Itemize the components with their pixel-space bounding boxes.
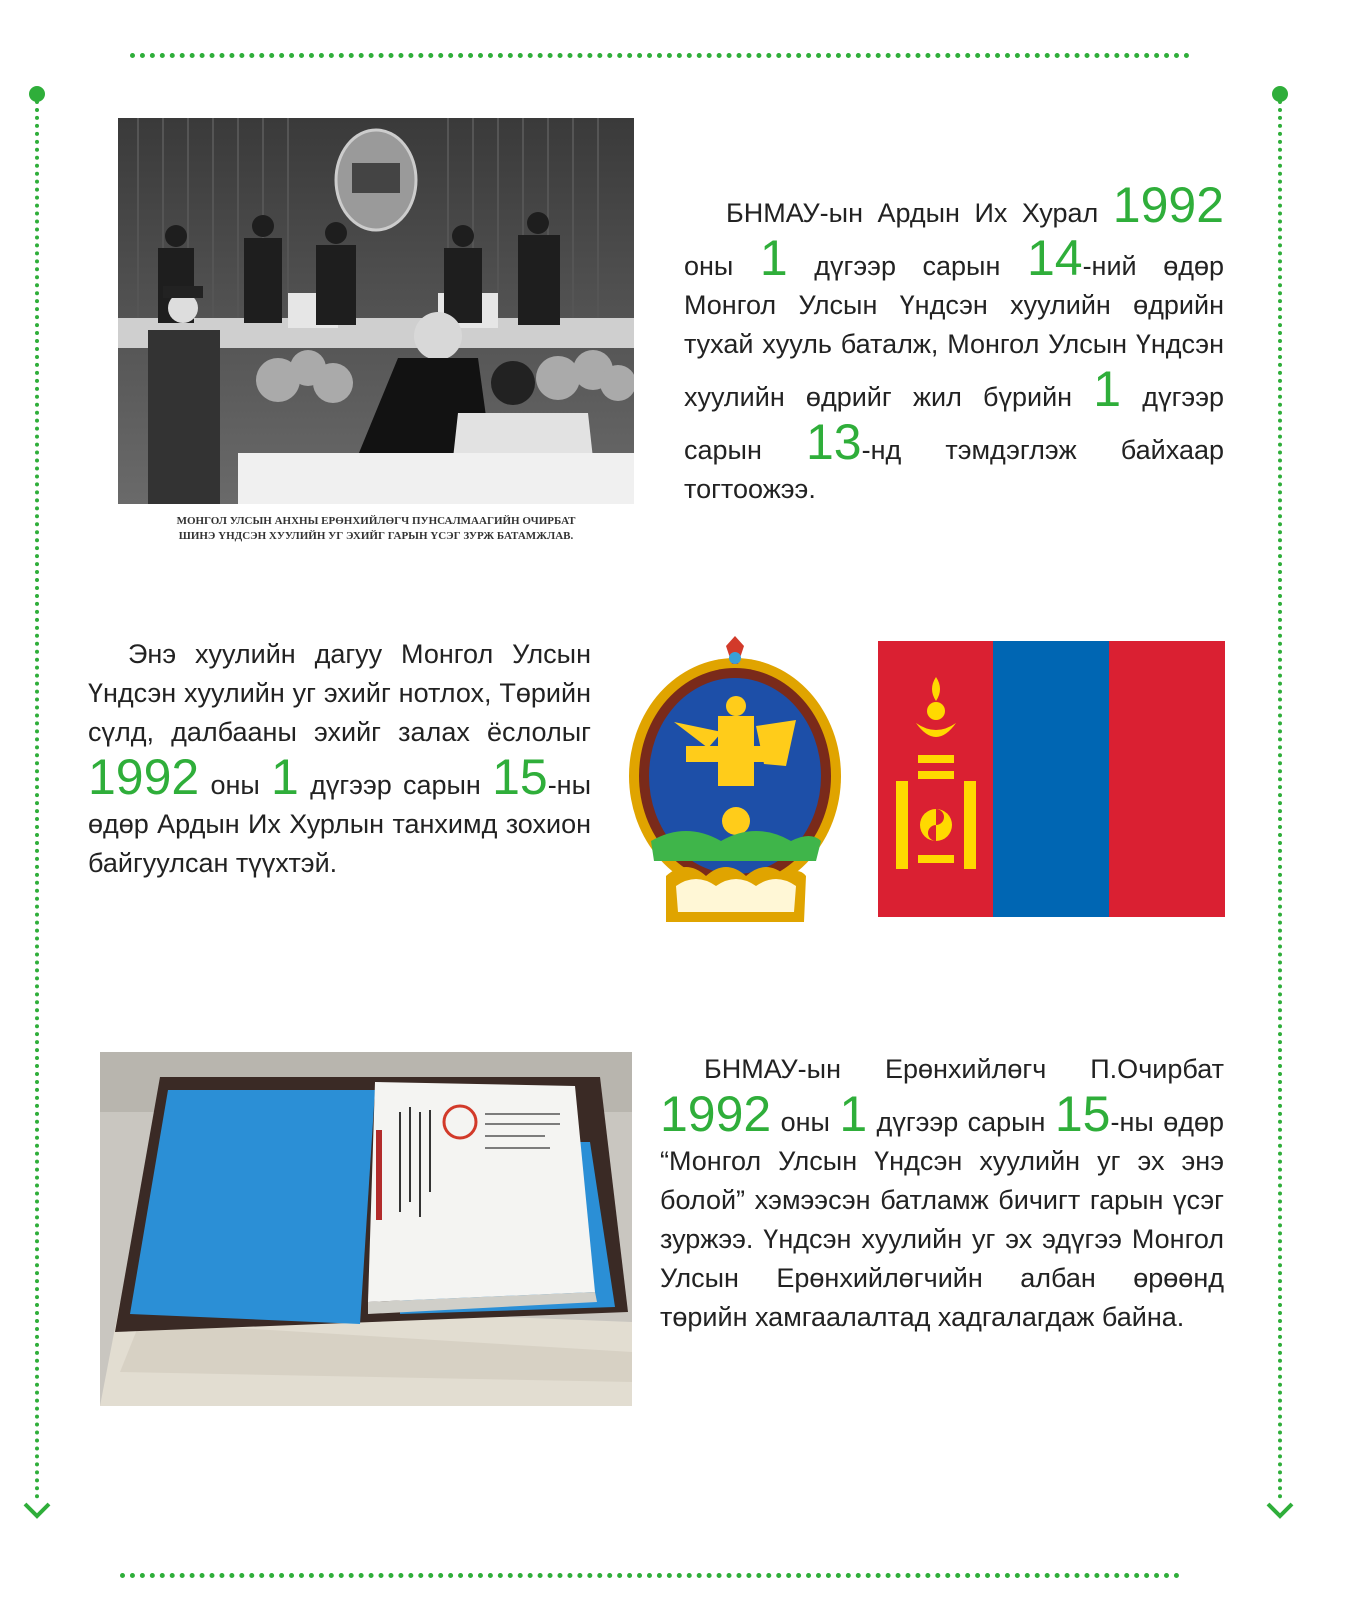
- paragraph-signing: [660, 1050, 1224, 1337]
- caption-line-2: ШИНЭ ҮНДСЭН ХУУЛИЙН УГ ЭХИЙГ ГАРЫН ҮСЭГ ЗУРЖ БАТАМЖЛАВ.: [178, 530, 574, 542]
- bottom-dotted-border: [120, 1573, 1180, 1578]
- text: дүгээр сарын: [684, 382, 1224, 465]
- right-down-arrow-icon: [1265, 1500, 1295, 1520]
- signing-ceremony-photo: [118, 118, 634, 504]
- national-flag-icon: [878, 641, 1225, 917]
- text: -нд тэмдэглэж байхаар тогтоожээ.: [684, 435, 1224, 504]
- text: дүгээр сарын: [867, 1107, 1055, 1137]
- month-number: 1: [1093, 361, 1122, 417]
- state-emblem-icon: [626, 636, 844, 922]
- month-number: 1: [839, 1086, 868, 1142]
- text: дүгээр сарын: [787, 251, 1027, 281]
- text: оны: [199, 770, 272, 800]
- left-down-arrow-icon: [22, 1500, 52, 1520]
- month-number: 1: [271, 749, 299, 805]
- paragraph-law-adoption: [684, 177, 1224, 509]
- day-number: 15: [1054, 1086, 1111, 1142]
- paragraph-ceremony: [88, 635, 591, 883]
- left-top-dot-icon: [29, 86, 45, 102]
- text: -ны өдөр Ардын Их Хурлын танхимд зохион байгуулсан түүхтэй.: [88, 770, 591, 878]
- top-dotted-border: [130, 53, 1190, 58]
- photo-caption: [118, 514, 634, 544]
- text: -ны өдөр “Монгол Улсын Үндсэн хуулийн уг эх энэ болой” хэмээсэн батламж бичигт гарын үсэг зуржээ. Үндсэн хуулийн уг эх эдүгээ Монгол Улсын Ерөнхийлөгчийн албан өрөөнд төрийн хамгаалалтад хадгалагдаж байна.: [660, 1107, 1225, 1332]
- text: БНМАУ-ын Ерөнхийлөгч П.Очирбат: [704, 1054, 1224, 1084]
- left-dotted-border: [35, 100, 39, 1500]
- day-number: 13: [805, 414, 862, 470]
- year-number: 1992: [660, 1086, 772, 1142]
- day-number: 14: [1026, 230, 1083, 286]
- constitution-original-photo: [100, 1052, 632, 1406]
- right-dotted-border: [1278, 100, 1282, 1500]
- caption-line-1: МОНГОЛ УЛСЫН АНХНЫ ЕРӨНХИЙЛӨГЧ ПУНСАЛМААГИЙН ОЧИРБАТ: [176, 515, 576, 527]
- year-number: 1992: [1112, 177, 1224, 233]
- year-number: 1992: [88, 749, 200, 805]
- text: оны: [684, 251, 760, 281]
- text: дүгээр сарын: [298, 770, 493, 800]
- right-top-dot-icon: [1272, 86, 1288, 102]
- month-number: 1: [759, 230, 788, 286]
- text: Энэ хуулийн дагуу Монгол Улсын Үндсэн хуулийн уг эхийг нотлох, Төрийн сүлд, далбааны эхийг залах ёслолыг: [88, 639, 591, 747]
- day-number: 15: [492, 749, 548, 805]
- text: БНМАУ-ын Ардын Их Хурал: [726, 198, 1113, 228]
- text: -ний өдөр Монгол Улсын Үндсэн хуулийн өдрийн тухай хууль баталж, Монгол Улсын Үндсэн хуулийн өдрийг жил бүрийн: [684, 251, 1224, 412]
- text: оны: [771, 1107, 840, 1137]
